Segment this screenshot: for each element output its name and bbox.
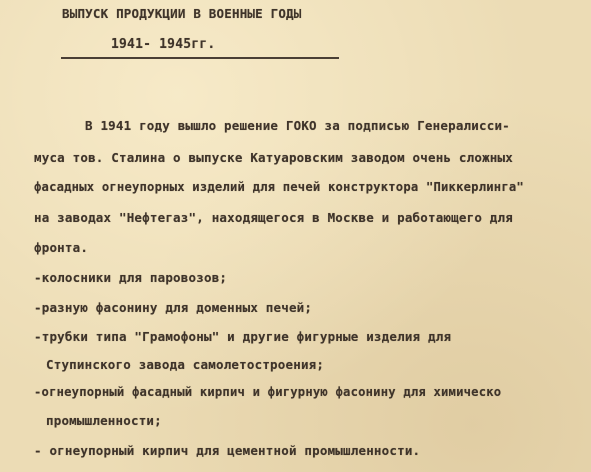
paragraph-line-4: на заводах "Нефтегаз", находящегося в Москве и работающего для <box>34 210 513 225</box>
list-item-3: -трубки типа "Грамофоны" и другие фигурные изделия для <box>34 329 452 344</box>
list-item-2: -разную фасонину для доменных печей; <box>34 300 313 315</box>
list-item-4-continued: промышленности; <box>46 413 162 428</box>
list-item-3-continued: Ступинского завода самолетостроения; <box>46 357 325 372</box>
document-years: 1941- 1945гг. <box>111 37 216 52</box>
paragraph-line-1: В 1941 году вышло решение ГОКО за подписью Генералисси- <box>85 118 510 133</box>
list-item-1: -колосники для паровозов; <box>34 270 228 285</box>
document-title: ВЫПУСК ПРОДУКЦИИ В ВОЕННЫЕ ГОДЫ <box>62 6 302 21</box>
list-item-5: - огнеупорный кирпич для цементной промышленности. <box>34 443 421 458</box>
paragraph-line-5: фронта. <box>34 240 89 255</box>
paragraph-line-2: муса тов. Сталина о выпуске Катуаровским заводом очень сложных <box>34 150 513 165</box>
paragraph-line-3: фасадных огнеупорных изделий для печей конструктора "Пиккерлинга" <box>34 180 524 194</box>
list-item-4: -огнеупорный фасадный кирпич и фигурную фасонину для химическо <box>34 385 502 399</box>
heading-underline <box>61 57 339 59</box>
